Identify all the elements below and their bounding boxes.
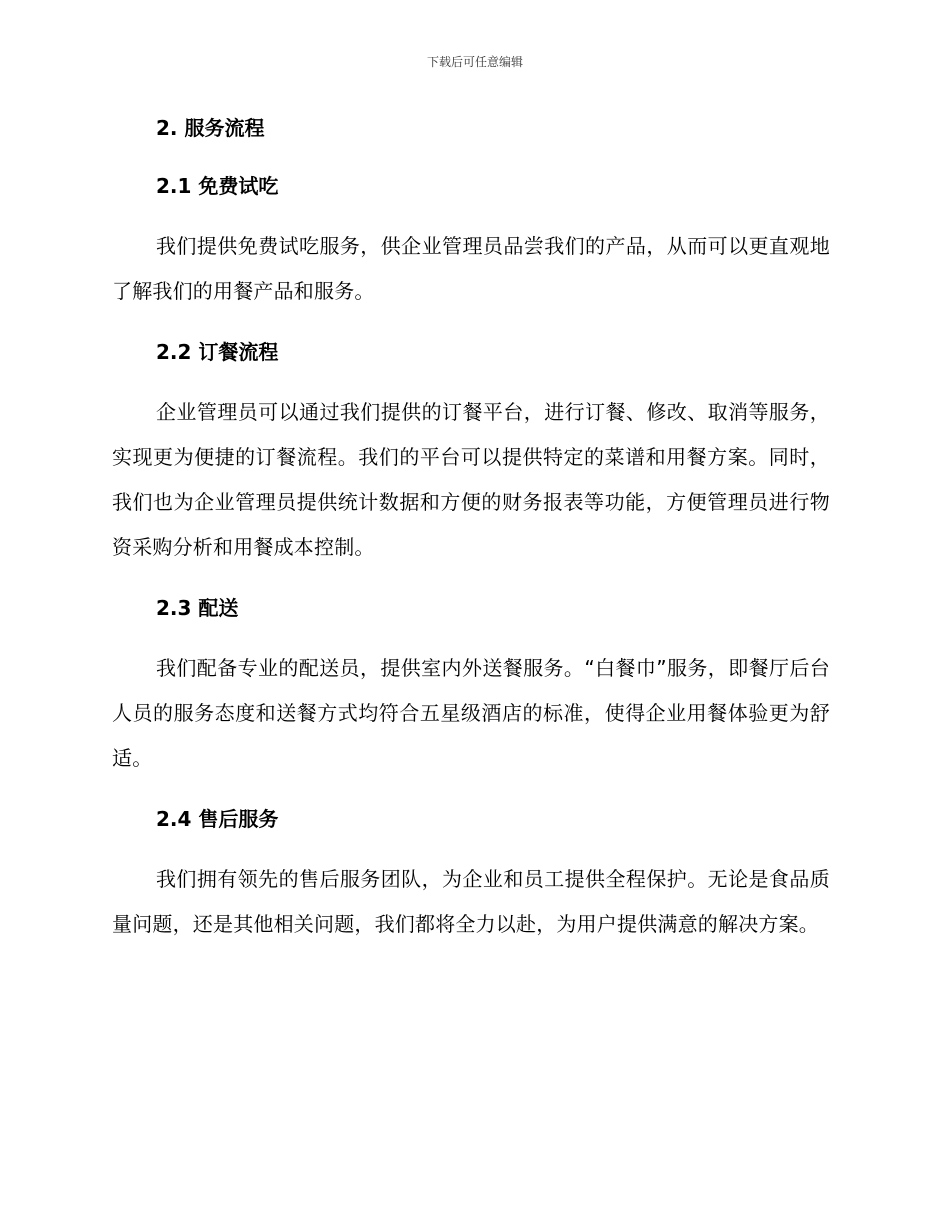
subsection-title-free-trial: 2.1 免费试吃 <box>156 174 279 198</box>
subsection-title-ordering: 2.2 订餐流程 <box>156 340 279 364</box>
document-body <box>112 108 830 965</box>
paragraph-free-trial: 我们提供免费试吃服务，供企业管理员品尝我们的产品，从而可以更直观地了解我们的用餐产品和服务。 <box>112 234 830 303</box>
page-header: 下载后可任意编辑 <box>426 55 523 69</box>
paragraph-delivery: 我们配备专业的配送员，提供室内外送餐服务。“白餐巾”服务，即餐厅后台人员的服务态度和送餐方式均符合五星级酒店的标准，使得企业用餐体验更为舒适。 <box>112 656 830 770</box>
subsection-title-delivery: 2.3 配送 <box>156 596 239 620</box>
subsection-title-after-sales: 2.4 售后服务 <box>156 807 279 831</box>
paragraph-after-sales: 我们拥有领先的售后服务团队，为企业和员工提供全程保护。无论是食品质量问题，还是其他相关问题，我们都将全力以赴，为用户提供满意的解决方案。 <box>112 867 830 936</box>
section-title: 2. 服务流程 <box>156 116 265 140</box>
paragraph-ordering: 企业管理员可以通过我们提供的订餐平台，进行订餐、修改、取消等服务，实现更为便捷的订餐流程。我们的平台可以提供特定的菜谱和用餐方案。同时，我们也为企业管理员提供统计数据和方便的财务报表等功能，方便管理员进行物资采购分析和用餐成本控制。 <box>112 400 830 559</box>
